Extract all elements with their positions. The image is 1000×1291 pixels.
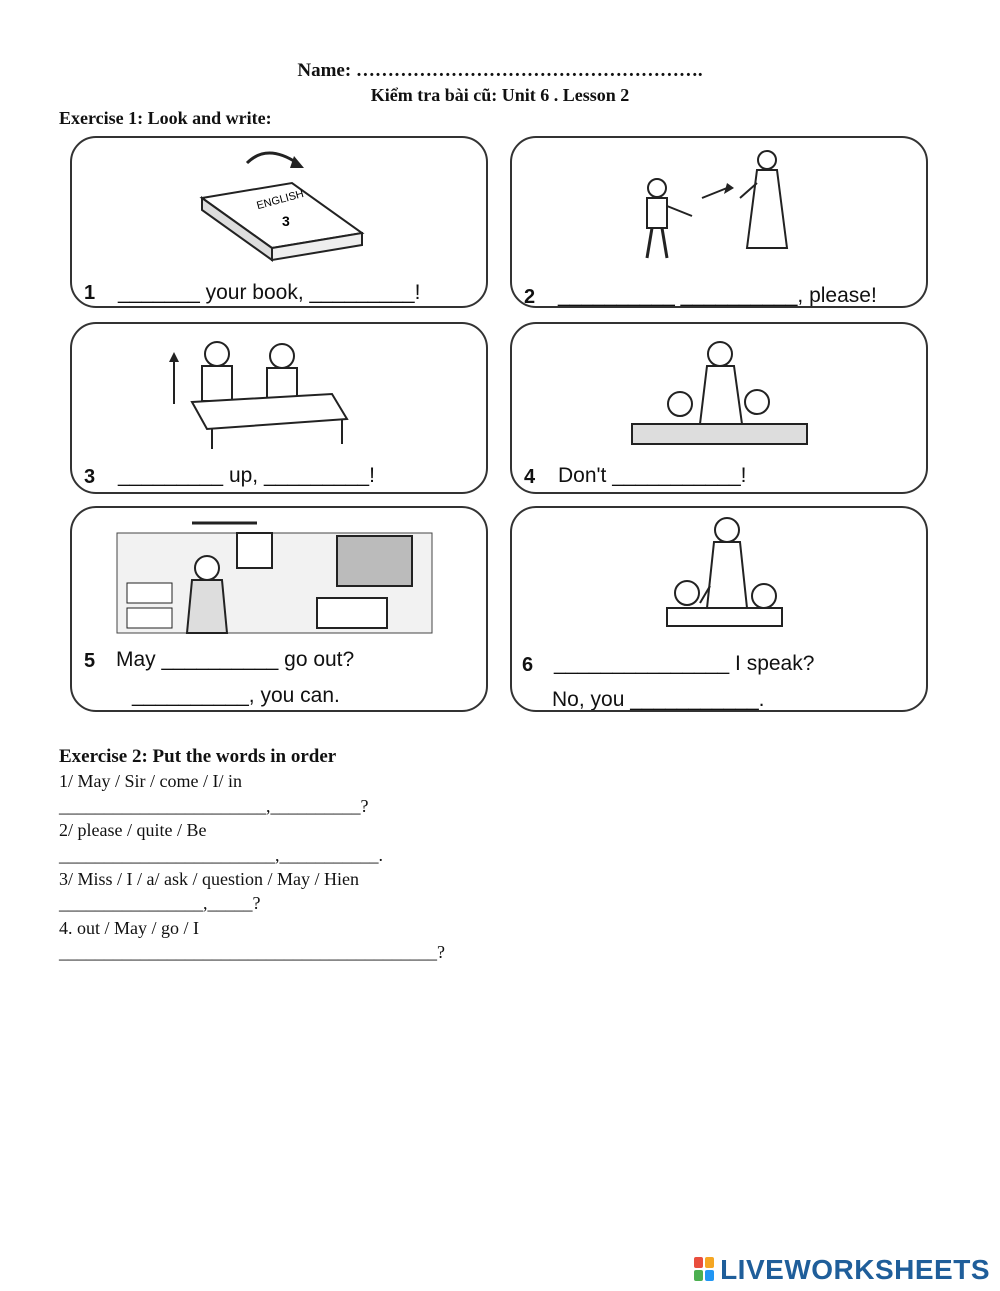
teacher-shushing-illustration bbox=[512, 324, 926, 459]
exercise1-card-6 bbox=[510, 506, 928, 712]
logo-square-green bbox=[694, 1270, 703, 1281]
exercise1-card-5 bbox=[70, 506, 488, 712]
item-number: 2 bbox=[524, 286, 536, 308]
item-number: 4 bbox=[524, 466, 536, 488]
boy-and-teacher-illustration bbox=[512, 138, 926, 273]
item-sentence[interactable]: Don't ___________! bbox=[558, 464, 747, 487]
worksheet-subtitle: Kiểm tra bài cũ: Unit 6 . Lesson 2 bbox=[370, 85, 630, 105]
exercise2-answer-3[interactable]: ________________,_____? bbox=[59, 893, 261, 913]
liveworksheets-logo bbox=[694, 1254, 990, 1286]
logo-mark-icon bbox=[694, 1257, 716, 1283]
exercise2-prompt-4: 4. out / May / go / I bbox=[59, 918, 199, 938]
item-sentence[interactable]: __________ __________, please! bbox=[558, 284, 877, 307]
classroom-illustration bbox=[72, 508, 486, 638]
pupils-standing-up-illustration bbox=[72, 324, 486, 459]
item-sentence[interactable]: _________ up, _________! bbox=[118, 464, 375, 487]
item-sentence[interactable]: May __________ go out? bbox=[116, 648, 355, 671]
exercise2-answer-4[interactable]: __________________________________________? bbox=[59, 942, 445, 962]
item-number: 3 bbox=[84, 466, 96, 488]
student-name-line: Name: ………………………………………………. bbox=[297, 60, 703, 81]
item-number: 6 bbox=[522, 654, 534, 676]
exercise1-card-2 bbox=[510, 136, 928, 308]
item-sentence[interactable]: _______ your book, _________! bbox=[118, 281, 421, 304]
pupil-raising-hand-illustration bbox=[512, 508, 926, 638]
item-sentence-2[interactable]: No, you ___________. bbox=[552, 688, 765, 711]
logo-square-red bbox=[694, 1257, 703, 1268]
exercise2-prompt-1: 1/ May / Sir / come / I/ in bbox=[59, 771, 242, 791]
english-book-illustration bbox=[72, 138, 486, 268]
exercise1-title: Exercise 1: Look and write: bbox=[59, 108, 272, 128]
logo-square-orange bbox=[705, 1257, 714, 1268]
book-title: ENGLISH bbox=[255, 188, 306, 213]
exercise1-card-4 bbox=[510, 322, 928, 494]
book-number: 3 bbox=[282, 213, 290, 229]
logo-square-blue bbox=[705, 1270, 714, 1281]
item-number: 5 bbox=[84, 650, 96, 672]
exercise1-card-1 bbox=[70, 136, 488, 308]
exercise2-answer-2[interactable]: ________________________,___________. bbox=[59, 845, 383, 865]
exercise2-prompt-2: 2/ please / quite / Be bbox=[59, 820, 207, 840]
exercise1-card-3 bbox=[70, 322, 488, 494]
item-sentence[interactable]: _______________ I speak? bbox=[554, 652, 815, 675]
exercise2-prompt-3: 3/ Miss / I / a/ ask / question / May / Hien bbox=[59, 869, 359, 889]
exercise2-title: Exercise 2: Put the words in order bbox=[59, 746, 337, 767]
item-number: 1 bbox=[84, 282, 96, 304]
exercise2-answer-1[interactable]: _______________________,__________? bbox=[59, 796, 369, 816]
item-sentence-2[interactable]: __________, you can. bbox=[132, 684, 340, 707]
logo-brand-text: LIVEWORKSHEETS bbox=[720, 1254, 990, 1285]
